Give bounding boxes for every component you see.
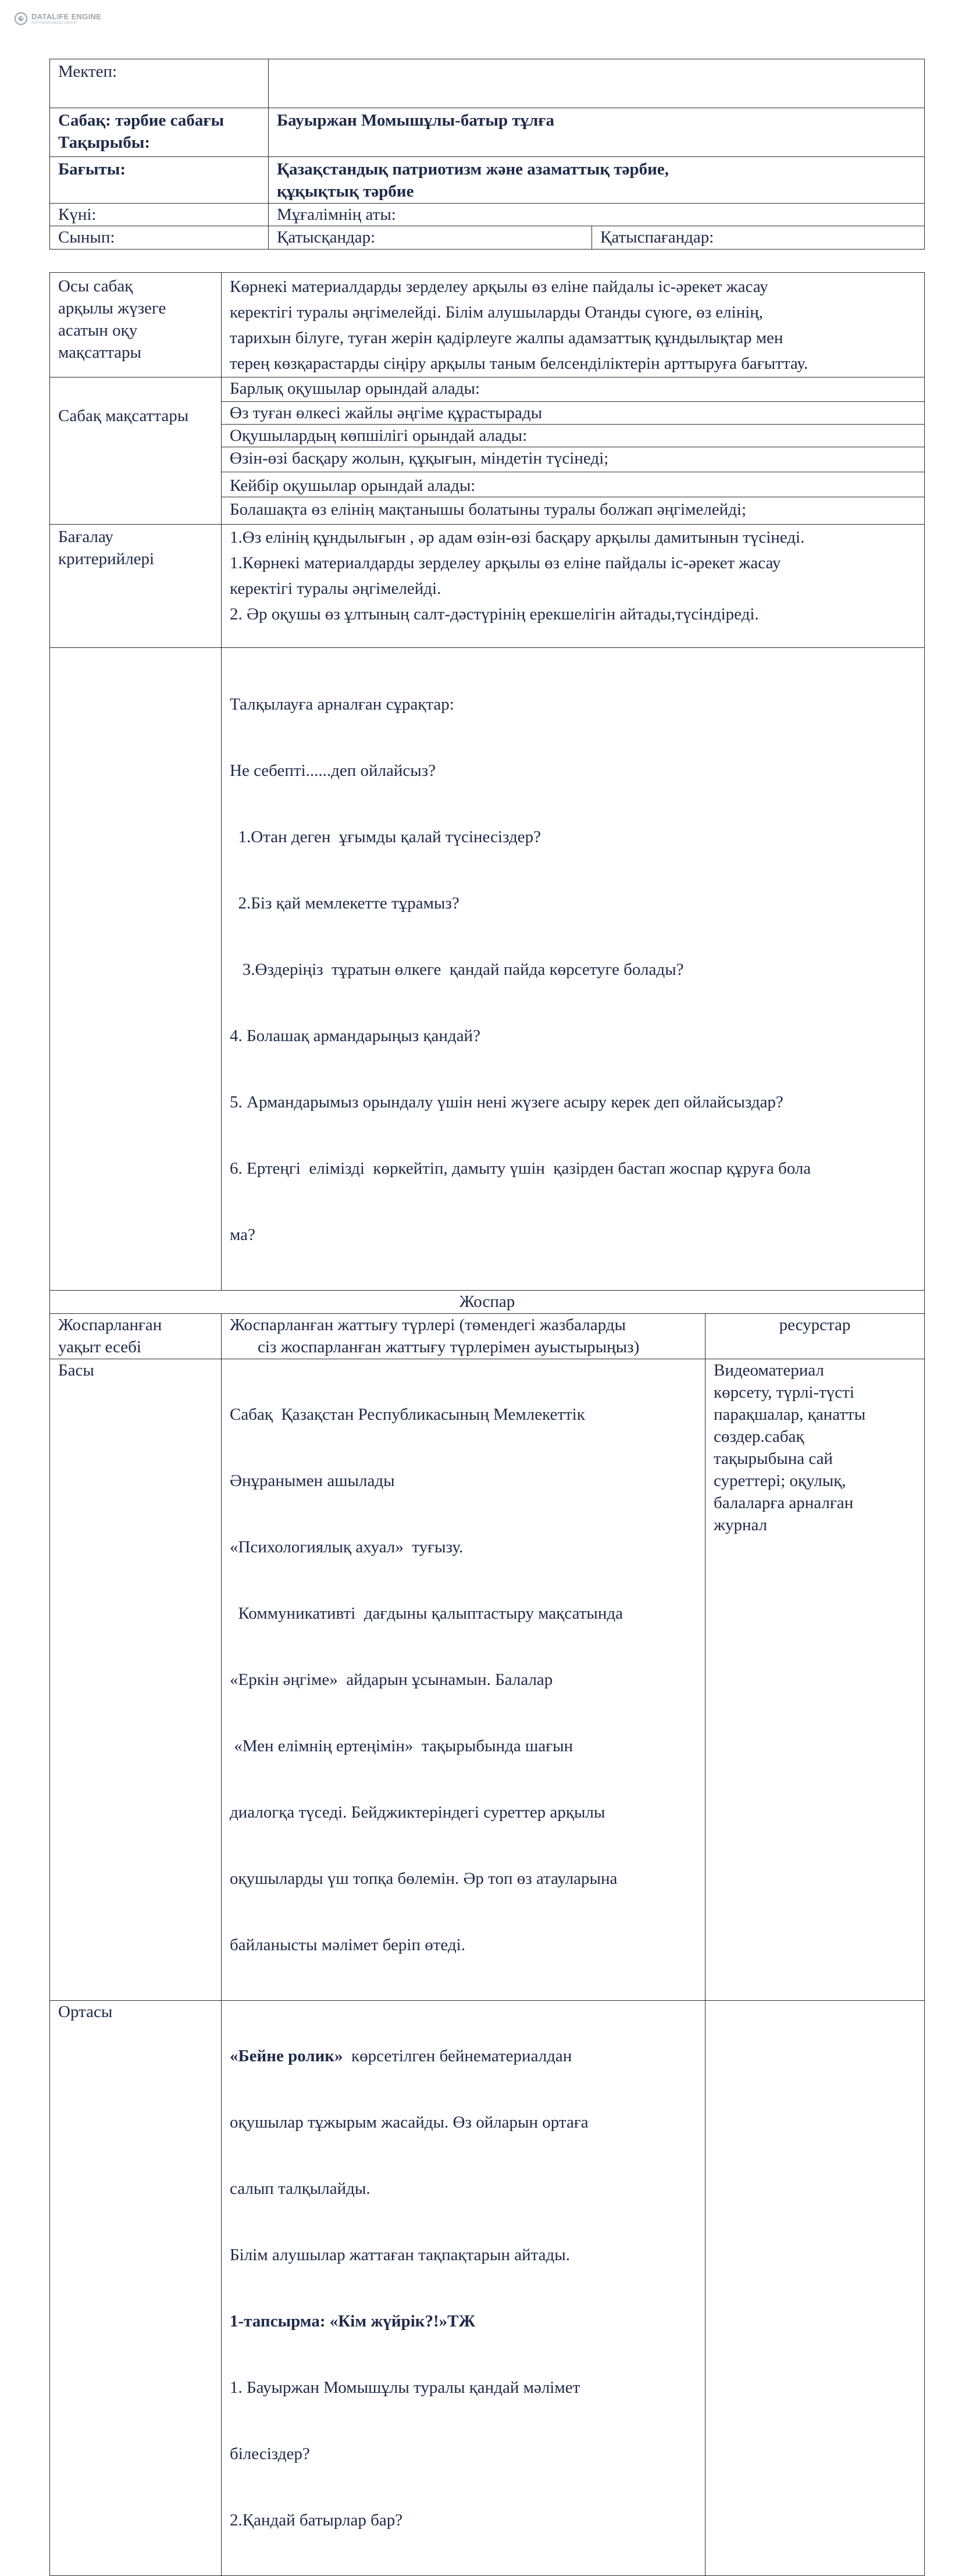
start-text (222, 1359, 706, 2001)
middle-task-title: 1-тапсырма: «Кім жүйрік?!»ТЖ (230, 2312, 476, 2331)
watermark-title: DATALIFE ENGINE (31, 12, 102, 21)
resource-line: суреттері; оқулық, (714, 1472, 846, 1490)
resource-line: балаларға арналған (714, 1494, 854, 1512)
question-line: 4. Болашақ армандарыңыз қандай? (230, 1027, 480, 1045)
resource-line: көрсету, түрлі-түсті (714, 1383, 854, 1402)
direction-label: Бағыты: (50, 157, 269, 204)
resource-line: сөздер.сабақ (714, 1427, 804, 1446)
lesson-topic: Бауыржан Момышұлы-батыр тұлға (269, 108, 925, 157)
class-label: Сынып: (50, 226, 269, 250)
criteria-label (50, 525, 222, 648)
start-line: «Мен елімнің ертеңімін» тақырыбында шағын (230, 1737, 573, 1755)
school-value (269, 59, 925, 108)
question-line: 2.Біз қай мемлекетте тұрамыз? (230, 894, 459, 913)
present-label: Қатысқандар: (269, 226, 592, 250)
start-line: Коммуникативті дағдыны қалыптастыру мақсатында (230, 1604, 623, 1623)
questions-empty-cell (50, 648, 222, 1291)
middle-task-line: білесіздер? (230, 2445, 310, 2463)
col-resources-header: ресурстар (706, 1314, 925, 1359)
lesson-goal-row: Кейбір оқушылар орындай алады: (222, 472, 925, 497)
resource-line: журнал (714, 1516, 768, 1534)
middle-resources (706, 2001, 925, 2576)
question-line: Не себепті......деп ойлайсыз? (230, 761, 436, 780)
teacher-label: Мұғалімнің аты: (269, 204, 925, 226)
middle-task-line: 1. Бауыржан Момышұлы туралы қандай мәлімет (230, 2378, 580, 2397)
start-label: Басы (50, 1359, 222, 2001)
direction-value-line-2: құқықтық тәрбие (277, 182, 414, 201)
question-line: Талқылауға арналған сұрақтар: (230, 695, 454, 714)
learning-goals-line: керектігі туралы әңгімелейді. Білім алушыларды Отанды сүюге, өз елінің, (230, 303, 764, 322)
col-time-header (50, 1314, 222, 1359)
col-exercises-line: сіз жоспарланған жаттығу түрлерімен ауыстырыңыз) (258, 1338, 640, 1356)
lesson-goal-row: Өзін-өзі басқару жолын, құқығын, міндетін түсінеді; (222, 447, 925, 472)
middle-label: Ортасы (50, 2001, 222, 2576)
criteria-label-line: критерийлері (58, 550, 155, 568)
learning-goals-label-line: арқылы жүзеге (58, 299, 166, 318)
start-line: оқушыларды үш топқа бөлемін. Әр топ өз атауларына (230, 1869, 618, 1888)
col-time-line: уақыт есебі (58, 1338, 141, 1356)
criteria-line: 2. Әр оқушы өз ұлтының салт-дәстүрінің ерекшелігін айтады,түсіндіреді. (230, 605, 759, 623)
criteria-text (222, 525, 925, 648)
start-line: «Психологиялық ахуал» туғызу. (230, 1538, 464, 1556)
learning-goals-label-line: мақсаттары (58, 343, 142, 362)
watermark-subtitle: SOFTNEWS MEDIA GROUP (31, 21, 77, 25)
watermark (14, 12, 101, 26)
lesson-goal-row: Оқушылардың көпшілігі орындай алады: (222, 425, 925, 447)
start-resources (706, 1359, 925, 2001)
start-line: Сабақ Қазақстан Республикасының Мемлекеттік (230, 1405, 585, 1424)
absent-label: Қатыспағандар: (592, 226, 925, 250)
start-line: диалогқа түседі. Бейджиктеріндегі суреттер арқылы (230, 1803, 605, 1822)
learning-goals-label-line: асатын оқу (58, 321, 138, 340)
col-time-line: Жоспарланған (58, 1316, 162, 1334)
question-line: 5. Армандарымыз орындалу үшін нені жүзеге асыру керек деп ойлайсыздар? (230, 1093, 783, 1111)
direction-value-line-1: Қазақстандық патриотизм және азаматтық тәрбие, (277, 160, 669, 179)
lesson-label (50, 108, 269, 157)
middle-first-text: көрсетілген бейнематериалдан (343, 2047, 572, 2065)
start-line: Әнұранымен ашылады (230, 1472, 395, 1490)
start-line: «Еркін әңгіме» айдарын ұсынамын. Балалар (230, 1670, 553, 1689)
middle-line: оқушылар тұжырым жасайды. Өз ойларын ортаға (230, 2113, 589, 2132)
col-exercises-line: Жоспарланған жаттығу түрлері (төмендегі жазбаларды (230, 1316, 626, 1334)
learning-goals-text (222, 273, 925, 377)
middle-line: Білім алушылар жаттаған тақпақтарын айтады. (230, 2246, 571, 2264)
learning-goals-label-line: Осы сабақ (58, 277, 133, 295)
question-line: 1.Отан деген ұғымды қалай түсінесіздер? (230, 828, 541, 846)
lesson-goal-row: Өз туған өлкесі жайлы әңгіме құрастырады (222, 402, 925, 425)
criteria-line: 1.Өз елінің құндылығын , әр адам өзін-өзі басқару арқылы дамитынын түсінеді. (230, 528, 805, 547)
eye-logo-icon (14, 12, 28, 26)
lesson-goals-label: Сабақ мақсаттары (50, 377, 222, 525)
lesson-goal-row: Болашақта өз елінің мақтанышы болатыны туралы болжап әңгімелейді; (222, 497, 925, 525)
start-line: байланысты мәлімет беріп өтеді. (230, 1936, 465, 1954)
lesson-label-line-2: Тақырыбы: (58, 133, 151, 152)
col-exercises-header (222, 1314, 706, 1359)
criteria-line: керектігі туралы әңгімелейді. (230, 579, 441, 598)
plan-title: Жоспар (50, 1291, 925, 1314)
question-line: 3.Өздеріңіз тұратын өлкеге қандай пайда көрсетуге болады? (230, 960, 684, 979)
question-line: ма? (230, 1225, 255, 1244)
middle-task-line: 2.Қандай батырлар бар? (230, 2511, 403, 2529)
resource-line: тақырыбына сай (714, 1449, 833, 1468)
learning-goals-line: Көрнекі материалдарды зерделеу арқылы өз еліне пайдалы іс-әрекет жасау (230, 277, 768, 296)
criteria-label-line: Бағалау (58, 528, 113, 546)
lesson-goal-row: Барлық оқушылар орындай алады: (222, 377, 925, 402)
middle-first-line (230, 2045, 697, 2067)
middle-bold-text: «Бейне ролик» (230, 2047, 343, 2065)
learning-goals-line: тарихын білуге, туған жерін қадірлеуге жалпы адамзаттық құндылықтар мен (230, 329, 783, 347)
header-table (49, 59, 925, 250)
resource-line: Видеоматериал (714, 1361, 824, 1380)
direction-value (269, 157, 925, 204)
learning-goals-label (50, 273, 222, 377)
questions-text (222, 648, 925, 1291)
middle-text (222, 2001, 706, 2576)
middle-line: салып талқылайды. (230, 2179, 370, 2198)
date-label: Күні: (50, 204, 269, 226)
resource-line: парақшалар, қанатты (714, 1405, 866, 1424)
lesson-label-line-1: Сабақ: тәрбие сабағы (58, 111, 225, 130)
plan-table (49, 272, 925, 2576)
school-label: Мектеп: (50, 59, 269, 108)
learning-goals-line: терең көзқарастарды сіңіру арқылы таным белсенділіктерін арттыруға бағыттау. (230, 354, 808, 373)
question-line: 6. Ертеңгі елімізді көркейтіп, дамыту үшін қазірден бастап жоспар құруға бола (230, 1159, 811, 1178)
criteria-line: 1.Көрнекі материалдарды зерделеу арқылы өз еліне пайдалы іс-әрекет жасау (230, 554, 781, 572)
